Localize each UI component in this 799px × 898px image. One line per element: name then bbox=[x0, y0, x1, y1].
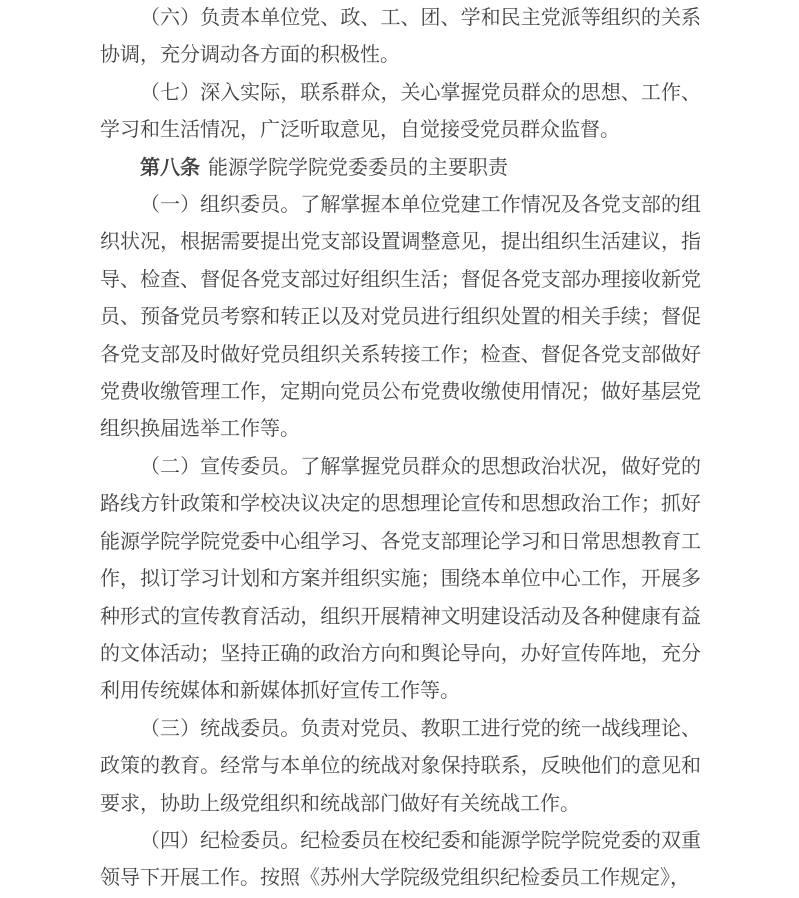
paragraph-clause-6: （六）负责本单位党、政、工、团、学和民主党派等组织的关系协调，充分调动各方面的积极性。 bbox=[100, 7, 701, 67]
paragraph-item-4-discipline-member: （四）纪检委员。纪检委员在校纪委和能源学院学院党委的双重领导下开展工作。按照《苏州大学院级党组织纪检委员工作规定》， bbox=[100, 829, 701, 890]
paragraph-item-3-united-front-member: （三）统战委员。负责对党员、教职工进行党的统一战线理论、政策的教育。经常与本单位的统战对象保持联系，反映他们的意见和要求，协助上级党组织和统战部门做好有关统战工作。 bbox=[100, 717, 701, 815]
paragraph-clause-7: （七）深入实际，联系群众，关心掌握党员群众的思想、工作、学习和生活情况，广泛听取意见，自觉接受党员群众监督。 bbox=[100, 81, 701, 142]
document-text-block bbox=[100, 0, 701, 898]
paragraph-item-2-publicity-member: （二）宣传委员。了解掌握党员群众的思想政治状况，做好党的路线方针政策和学校决议决定的思想理论宣传和思想政治工作；抓好能源学院学院党委中心组学习、各党支部理论学习和日常思想教育工作，拟订学习计划和方案并组织实施；围绕本单位中心工作，开展多种形式的宣传教育活动，组织开展精神文明建设活动及各种健康有益的文体活动；坚持正确的政治方向和舆论导向，办好宣传阵地，充分利用传统媒体和新媒体抓好宣传工作等。 bbox=[100, 455, 701, 703]
article-8-title: 能源学院学院党委委员的主要职责 bbox=[208, 156, 508, 179]
article-8-number: 第八条 bbox=[140, 156, 200, 179]
paragraph-item-1-organization-member: （一）组织委员。了解掌握本单位党建工作情况及各党支部的组织状况，根据需要提出党支部设置调整意见，提出组织生活建议，指导、检查、督促各党支部过好组织生活；督促各党支部办理接收新党员、预备党员考察和转正以及对党员进行组织处置的相关手续；督促各党支部及时做好党员组织关系转接工作；检查、督促各党支部做好党费收缴管理工作，定期向党员公布党费收缴使用情况；做好基层党组织换届选举工作等。 bbox=[100, 194, 701, 441]
article-8-heading bbox=[100, 150, 701, 187]
